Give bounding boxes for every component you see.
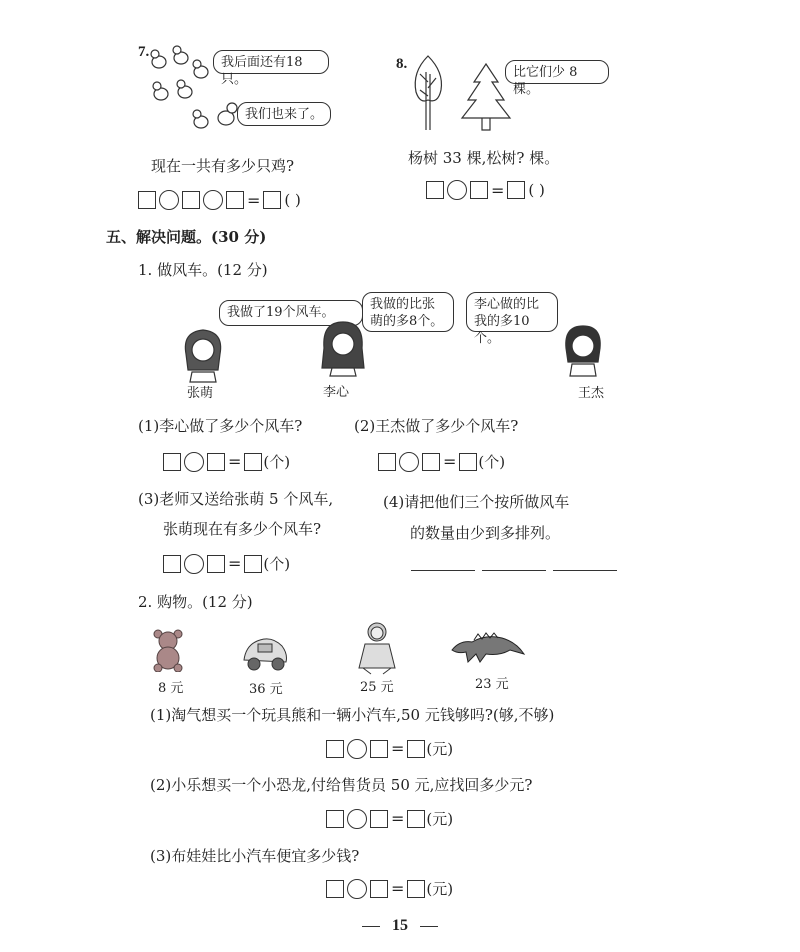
price-bear: 8 元 bbox=[158, 681, 184, 696]
q7-answer-paren[interactable]: ( ) bbox=[284, 191, 301, 209]
p1-q2-answer-row bbox=[378, 451, 505, 472]
equals-sign: = bbox=[491, 180, 505, 200]
footer-dash-right bbox=[420, 926, 438, 927]
equals-sign: = bbox=[391, 809, 405, 828]
teddy-bear-icon bbox=[150, 628, 186, 672]
answer-box[interactable] bbox=[244, 453, 262, 471]
name-wang: 王杰 bbox=[578, 386, 605, 401]
answer-box[interactable] bbox=[470, 181, 488, 199]
price-doll: 25 元 bbox=[360, 680, 394, 695]
p2-title: 2. 购物。(12 分) bbox=[138, 593, 253, 611]
operator-circle[interactable] bbox=[347, 809, 367, 829]
girl-zhang-icon bbox=[180, 326, 226, 384]
equals-sign: = bbox=[228, 554, 242, 573]
q8-number: 8. bbox=[396, 56, 408, 72]
page-footer bbox=[362, 917, 438, 935]
answer-box[interactable] bbox=[207, 453, 225, 471]
operator-circle[interactable] bbox=[159, 190, 179, 210]
equals-sign: = bbox=[391, 739, 405, 758]
answer-blank-2[interactable] bbox=[482, 570, 546, 571]
p1-q3-line1: (3)老师又送给张萌 5 个风车, bbox=[138, 490, 334, 508]
price-dinosaur: 23 元 bbox=[475, 677, 509, 692]
price-car: 36 元 bbox=[249, 682, 283, 697]
operator-circle[interactable] bbox=[203, 190, 223, 210]
p2-q1: (1)淘气想买一个玩具熊和一辆小汽车,50 元钱够吗?(够,不够) bbox=[150, 706, 555, 724]
operator-circle[interactable] bbox=[184, 554, 204, 574]
bubble-li: 我做的比张萌的多8个。 bbox=[362, 292, 454, 332]
p1-q3-answer-row bbox=[163, 553, 290, 574]
p1-q1-answer-row bbox=[163, 451, 290, 472]
p2-q3: (3)布娃娃比小汽车便宜多少钱? bbox=[150, 847, 360, 865]
answer-box[interactable] bbox=[407, 740, 425, 758]
operator-circle[interactable] bbox=[184, 452, 204, 472]
unit-label: (元) bbox=[426, 740, 454, 758]
answer-box[interactable] bbox=[263, 191, 281, 209]
p1-q4-line1: (4)请把他们三个按所做风车 bbox=[383, 493, 570, 511]
answer-box[interactable] bbox=[422, 453, 440, 471]
answer-box[interactable] bbox=[370, 740, 388, 758]
poplar-tree-icon bbox=[408, 52, 448, 132]
p1-q4-line2: 的数量由少到多排列。 bbox=[410, 524, 561, 542]
equals-sign: = bbox=[391, 879, 405, 898]
answer-box[interactable] bbox=[426, 181, 444, 199]
page-number: 15 bbox=[392, 917, 408, 934]
p2-q2-answer-row bbox=[326, 808, 453, 829]
answer-box[interactable] bbox=[326, 740, 344, 758]
p1-q3-line2: 张萌现在有多少个风车? bbox=[163, 520, 322, 538]
q7-question: 现在一共有多少只鸡? bbox=[151, 157, 295, 175]
answer-box[interactable] bbox=[407, 880, 425, 898]
p1-title: 1. 做风车。(12 分) bbox=[138, 261, 268, 279]
name-li: 李心 bbox=[323, 385, 350, 400]
unit-label: (个) bbox=[263, 555, 291, 573]
answer-box[interactable] bbox=[407, 810, 425, 828]
answer-box[interactable] bbox=[370, 810, 388, 828]
girl-wang-icon bbox=[560, 322, 606, 378]
operator-circle[interactable] bbox=[399, 452, 419, 472]
answer-box[interactable] bbox=[182, 191, 200, 209]
equals-sign: = bbox=[228, 452, 242, 471]
bubble-zhang: 我做了19个风车。 bbox=[219, 300, 363, 326]
name-zhang: 张萌 bbox=[187, 386, 214, 401]
toy-car-icon bbox=[240, 630, 290, 674]
answer-box[interactable] bbox=[226, 191, 244, 209]
chicks-illustration bbox=[145, 42, 217, 142]
unit-label: (个) bbox=[478, 453, 506, 471]
answer-box[interactable] bbox=[326, 880, 344, 898]
answer-box[interactable] bbox=[163, 555, 181, 573]
girl-li-icon bbox=[320, 318, 366, 378]
q8-bubble: 比它们少 8 棵。 bbox=[505, 60, 609, 84]
answer-box[interactable] bbox=[326, 810, 344, 828]
unit-label: (元) bbox=[426, 880, 454, 898]
answer-blank-1[interactable] bbox=[411, 570, 475, 571]
p2-q3-answer-row bbox=[326, 878, 453, 899]
answer-box[interactable] bbox=[378, 453, 396, 471]
p2-q2: (2)小乐想买一个小恐龙,付给售货员 50 元,应找回多少元? bbox=[150, 776, 533, 794]
bubble-wang: 李心做的比我的多10个。 bbox=[466, 292, 558, 332]
operator-circle[interactable] bbox=[347, 879, 367, 899]
q7-number: 7. bbox=[138, 44, 150, 60]
answer-box[interactable] bbox=[244, 555, 262, 573]
q7-bubble-top: 我后面还有18只。 bbox=[213, 50, 329, 74]
answer-box[interactable] bbox=[370, 880, 388, 898]
answer-box[interactable] bbox=[459, 453, 477, 471]
q8-answer-row bbox=[426, 180, 545, 200]
p1-q1: (1)李心做了多少个风车? bbox=[138, 417, 303, 435]
answer-blank-3[interactable] bbox=[553, 570, 617, 571]
operator-circle[interactable] bbox=[347, 739, 367, 759]
q7-answer-row bbox=[138, 190, 301, 210]
equals-sign: = bbox=[247, 190, 261, 210]
answer-box[interactable] bbox=[163, 453, 181, 471]
q7-bubble-bottom: 我们也来了。 bbox=[237, 102, 331, 126]
answer-box[interactable] bbox=[207, 555, 225, 573]
q8-answer-paren[interactable]: ( ) bbox=[528, 181, 545, 199]
unit-label: (元) bbox=[426, 810, 454, 828]
dinosaur-icon bbox=[450, 630, 526, 666]
equals-sign: = bbox=[443, 452, 457, 471]
footer-dash-left bbox=[362, 926, 380, 927]
answer-box[interactable] bbox=[138, 191, 156, 209]
answer-box[interactable] bbox=[507, 181, 525, 199]
doll-icon bbox=[357, 620, 397, 676]
q8-statement: 杨树 33 棵,松树? 棵。 bbox=[408, 149, 560, 167]
p1-q2: (2)王杰做了多少个风车? bbox=[354, 417, 519, 435]
section5-title: 五、解决问题。(30 分) bbox=[106, 228, 267, 246]
unit-label: (个) bbox=[263, 453, 291, 471]
p2-q1-answer-row bbox=[326, 738, 453, 759]
operator-circle[interactable] bbox=[447, 180, 467, 200]
